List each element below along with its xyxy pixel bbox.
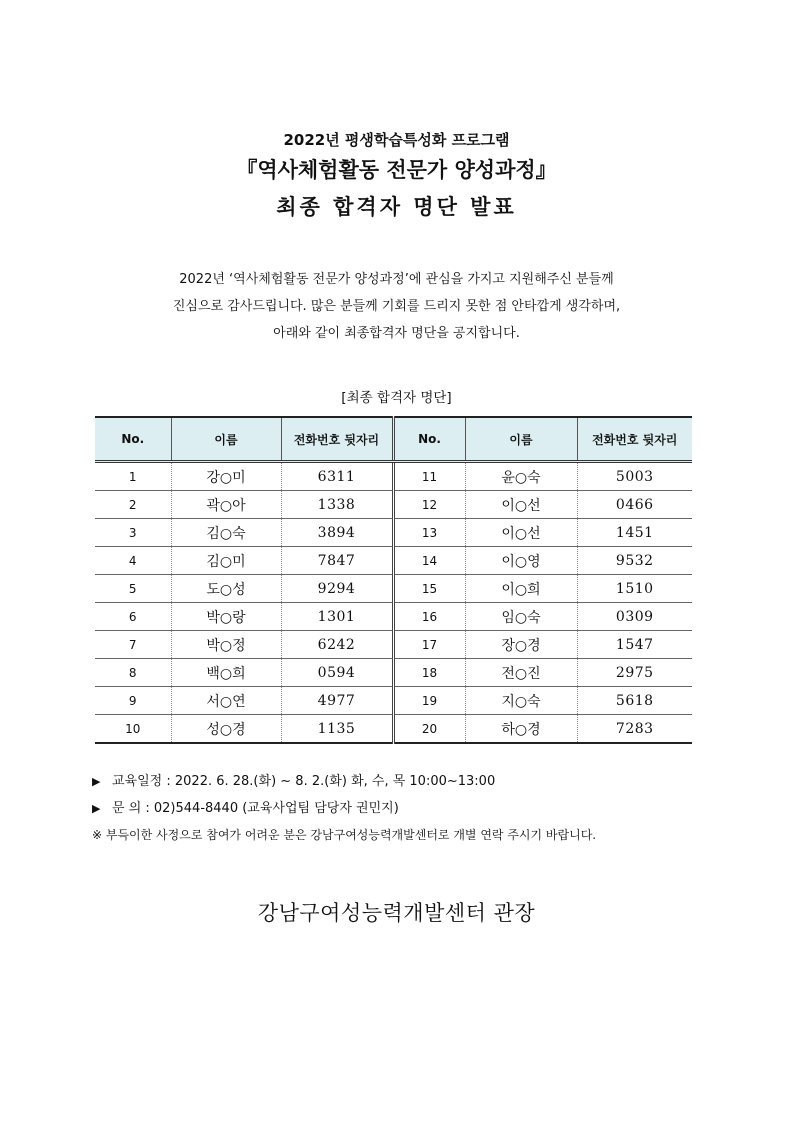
table-row bbox=[95, 687, 692, 715]
row-number: 9 bbox=[95, 687, 171, 715]
table-row bbox=[95, 547, 692, 575]
row-number: 3 bbox=[95, 519, 171, 547]
column-header-phone: 전화번호 뒷자리 bbox=[577, 417, 692, 462]
title-block bbox=[0, 128, 793, 226]
applicant-name: 도○성 bbox=[171, 575, 281, 603]
phone-last-digits: 0594 bbox=[281, 659, 393, 687]
applicant-name: 김○숙 bbox=[171, 519, 281, 547]
row-number: 18 bbox=[393, 659, 465, 687]
intro-line: 아래와 같이 최종합격자 명단을 공지합니다. bbox=[273, 326, 520, 341]
phone-last-digits: 7847 bbox=[281, 547, 393, 575]
applicant-name: 이○선 bbox=[465, 519, 577, 547]
phone-last-digits: 0309 bbox=[577, 603, 692, 631]
phone-last-digits: 9294 bbox=[281, 575, 393, 603]
signature: 강남구여성능력개발센터 관장 bbox=[257, 901, 536, 925]
intro-line: 2022년 ‘역사체험활동 전문가 양성과정’에 관심을 가지고 지원해주신 분들께 bbox=[179, 272, 614, 287]
column-header-phone: 전화번호 뒷자리 bbox=[281, 417, 393, 462]
row-number: 15 bbox=[393, 575, 465, 603]
applicant-name: 백○희 bbox=[171, 659, 281, 687]
row-number: 2 bbox=[95, 491, 171, 519]
phone-last-digits: 6242 bbox=[281, 631, 393, 659]
applicant-name: 서○연 bbox=[171, 687, 281, 715]
info-section bbox=[92, 768, 596, 849]
triangle-bullet-icon: ▶ bbox=[92, 802, 101, 815]
applicant-name: 박○정 bbox=[171, 631, 281, 659]
applicant-name: 윤○숙 bbox=[465, 462, 577, 491]
row-number: 16 bbox=[393, 603, 465, 631]
intro-line: 진심으로 감사드립니다. 많은 분들께 기회를 드리지 못한 점 안타깝게 생각하며, bbox=[172, 299, 621, 314]
phone-last-digits: 1135 bbox=[281, 715, 393, 744]
phone-last-digits: 7283 bbox=[577, 715, 692, 744]
row-number: 1 bbox=[95, 462, 171, 491]
row-number: 11 bbox=[393, 462, 465, 491]
row-number: 5 bbox=[95, 575, 171, 603]
table-row bbox=[95, 631, 692, 659]
row-number: 6 bbox=[95, 603, 171, 631]
phone-last-digits: 5003 bbox=[577, 462, 692, 491]
announcement-title: 최종 합격자 명단 발표 bbox=[276, 195, 517, 219]
row-number: 10 bbox=[95, 715, 171, 744]
contact-row bbox=[92, 795, 596, 822]
phone-last-digits: 0466 bbox=[577, 491, 692, 519]
row-number: 20 bbox=[393, 715, 465, 744]
phone-last-digits: 4977 bbox=[281, 687, 393, 715]
phone-last-digits: 1451 bbox=[577, 519, 692, 547]
table-row bbox=[95, 519, 692, 547]
applicant-name: 성○경 bbox=[171, 715, 281, 744]
phone-last-digits: 1301 bbox=[281, 603, 393, 631]
contact-text: 문 의 : 02)544-8440 (교육사업팀 담당자 권민지) bbox=[112, 801, 399, 816]
applicant-name: 곽○아 bbox=[171, 491, 281, 519]
program-title: 2022년 평생학습특성화 프로그램 bbox=[283, 131, 510, 149]
table-caption: [최종 합격자 명단] bbox=[341, 390, 452, 406]
applicant-name: 장○경 bbox=[465, 631, 577, 659]
schedule-row bbox=[92, 768, 596, 795]
table-row bbox=[95, 715, 692, 744]
applicant-name: 김○미 bbox=[171, 547, 281, 575]
applicant-name: 지○숙 bbox=[465, 687, 577, 715]
table-header-row bbox=[95, 417, 692, 462]
row-number: 14 bbox=[393, 547, 465, 575]
phone-last-digits: 5618 bbox=[577, 687, 692, 715]
triangle-bullet-icon: ▶ bbox=[92, 775, 101, 788]
applicant-name: 강○미 bbox=[171, 462, 281, 491]
row-number: 13 bbox=[393, 519, 465, 547]
schedule-text: 교육일정 : 2022. 6. 28.(화) ~ 8. 2.(화) 화, 수, 목 10:00~13:00 bbox=[112, 774, 496, 789]
row-number: 8 bbox=[95, 659, 171, 687]
course-title: 『역사체험활동 전문가 양성과정』 bbox=[236, 158, 557, 182]
applicant-name: 전○진 bbox=[465, 659, 577, 687]
phone-last-digits: 2975 bbox=[577, 659, 692, 687]
applicant-name: 이○희 bbox=[465, 575, 577, 603]
phone-last-digits: 3894 bbox=[281, 519, 393, 547]
table-row bbox=[95, 462, 692, 491]
phone-last-digits: 1547 bbox=[577, 631, 692, 659]
row-number: 12 bbox=[393, 491, 465, 519]
row-number: 4 bbox=[95, 547, 171, 575]
phone-last-digits: 9532 bbox=[577, 547, 692, 575]
intro-paragraph bbox=[0, 266, 793, 347]
applicant-name: 이○선 bbox=[465, 491, 577, 519]
row-number: 17 bbox=[393, 631, 465, 659]
phone-last-digits: 1510 bbox=[577, 575, 692, 603]
phone-last-digits: 1338 bbox=[281, 491, 393, 519]
row-number: 7 bbox=[95, 631, 171, 659]
table-row bbox=[95, 491, 692, 519]
column-header-name: 이름 bbox=[171, 417, 281, 462]
applicant-name: 임○숙 bbox=[465, 603, 577, 631]
column-header-no: No. bbox=[393, 417, 465, 462]
table-row bbox=[95, 575, 692, 603]
final-list-table bbox=[95, 416, 692, 744]
applicant-name: 하○경 bbox=[465, 715, 577, 744]
phone-last-digits: 6311 bbox=[281, 462, 393, 491]
table-row bbox=[95, 659, 692, 687]
column-header-no: No. bbox=[95, 417, 171, 462]
applicant-name: 박○랑 bbox=[171, 603, 281, 631]
table-row bbox=[95, 603, 692, 631]
row-number: 19 bbox=[393, 687, 465, 715]
note-text: ※ 부득이한 사정으로 참여가 어려운 분은 강남구여성능력개발센터로 개별 연락 주시기 바랍니다. bbox=[92, 828, 597, 842]
column-header-name: 이름 bbox=[465, 417, 577, 462]
applicant-name: 이○영 bbox=[465, 547, 577, 575]
